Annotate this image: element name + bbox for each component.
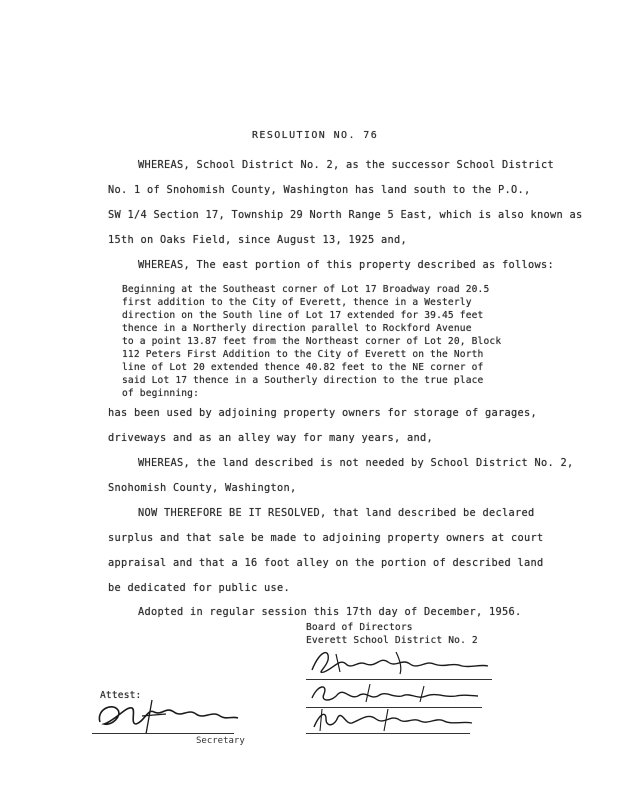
legal-description-line: 112 Peters First Addition to the City of Everett on the North (122, 349, 484, 360)
board-district: Everett School District No. 2 (306, 635, 478, 646)
adopted-statement: Adopted in regular session this 17th day of December, 1956. (138, 606, 522, 618)
resolved-paragraph-line: appraisal and that a 16 foot alley on the portion of described land (108, 557, 544, 569)
secretary-label: Secretary (196, 736, 245, 746)
whereas-paragraph-line: SW 1/4 Section 17, Township 29 North Range 5 East, which is also known as (108, 209, 583, 221)
legal-description-line: line of Lot 20 extended thence 40.82 feet to the NE corner of (122, 362, 484, 373)
attest-signature-line (92, 733, 234, 734)
resolution-title: RESOLUTION NO. 76 (252, 130, 379, 141)
whereas-paragraph-line: WHEREAS, School District No. 2, as the successor School District (138, 159, 554, 171)
legal-description-line: thence in a Northerly direction parallel to Rockford Avenue (122, 323, 472, 334)
resolved-paragraph-line: NOW THEREFORE BE IT RESOLVED, that land described be declared (138, 507, 535, 519)
usage-paragraph-line: has been used by adjoining property owners for storage of garages, (108, 407, 537, 419)
legal-description-line: said Lot 17 thence in a Southerly direction to the true place (122, 375, 484, 386)
legal-description-line: first addition to the City of Everett, thence in a Westerly (122, 297, 472, 308)
attest-label: Attest: (100, 690, 142, 701)
signature-3 (306, 705, 476, 735)
legal-description-line: direction on the South line of Lot 17 extended for 39.45 feet (122, 310, 484, 321)
legal-description-line: to a point 13.87 feet from the Northeast corner of Lot 20, Block (122, 336, 502, 347)
resolved-paragraph-line: be dedicated for public use. (108, 582, 290, 594)
resolved-paragraph-line: surplus and that sale be made to adjoining property owners at court (108, 532, 544, 544)
signature-1 (306, 646, 492, 680)
whereas-paragraph-line: No. 1 of Snohomish County, Washington has land south to the P.O., (108, 184, 531, 196)
attest-signature (92, 698, 242, 736)
signature-2 (306, 678, 482, 708)
whereas-paragraph-line: 15th on Oaks Field, since August 13, 1925 and, (108, 234, 407, 246)
signature-line-3 (306, 733, 470, 734)
not-needed-paragraph-line: WHEREAS, the land described is not needed by School District No. 2, (138, 457, 574, 469)
east-portion-intro: WHEREAS, The east portion of this property described as follows: (138, 259, 554, 271)
usage-paragraph-line: driveways and as an alley way for many years, and, (108, 432, 433, 444)
board-heading: Board of Directors (306, 622, 413, 633)
not-needed-paragraph-line: Snohomish County, Washington, (108, 482, 297, 494)
legal-description-line: of beginning: (122, 388, 200, 399)
legal-description-line: Beginning at the Southeast corner of Lot 17 Broadway road 20.5 (122, 284, 490, 295)
